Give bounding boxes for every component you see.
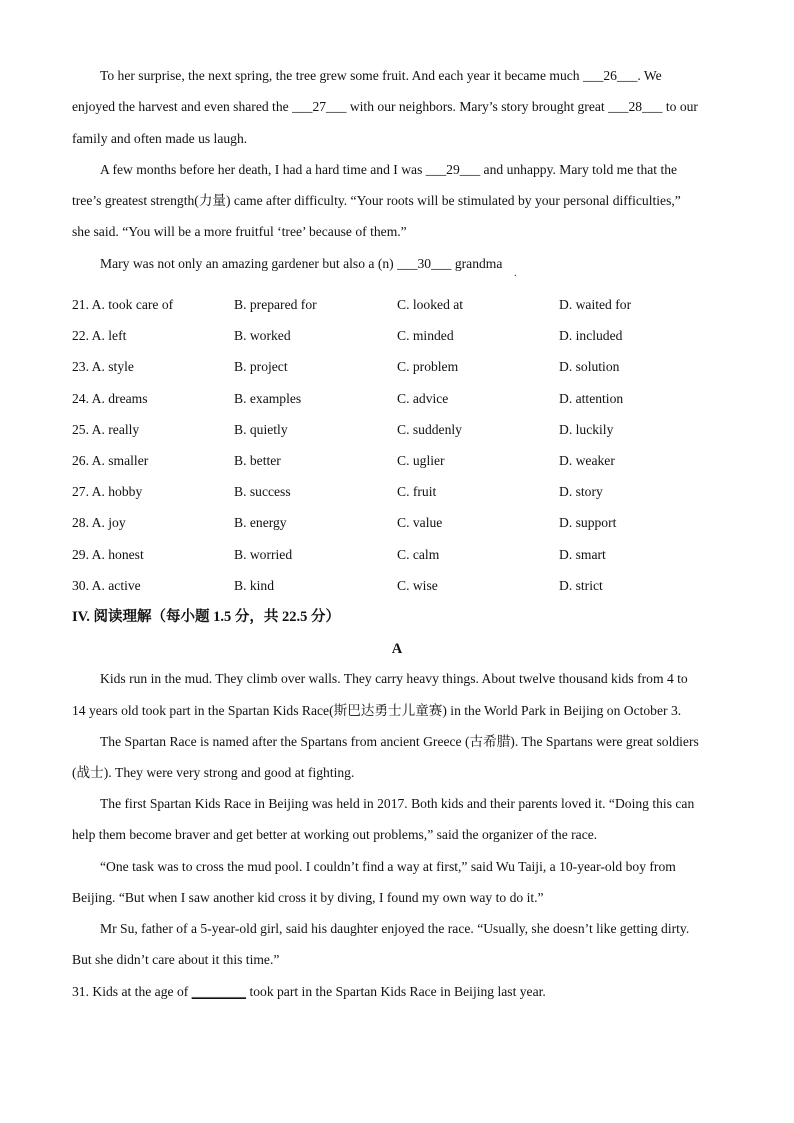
option-26-b[interactable]: B. better bbox=[234, 453, 281, 468]
option-30-a[interactable]: 30. A. active bbox=[72, 578, 141, 593]
reading-line: (战士). They were very strong and good at fighting. bbox=[72, 765, 355, 780]
option-24-d[interactable]: D. attention bbox=[559, 391, 624, 406]
text: 31. Kids at the age of bbox=[72, 984, 192, 999]
blank-27: ___27___ bbox=[292, 99, 347, 114]
reading-line: But she didn’t care about it this time.” bbox=[72, 952, 280, 967]
text: Mary was not only an amazing gardener but also a (n) bbox=[100, 256, 398, 271]
option-30-b[interactable]: B. kind bbox=[234, 578, 275, 593]
text: enjoyed the harvest and even shared the bbox=[72, 99, 293, 114]
text: A few months before her death, I had a hard time and I was bbox=[100, 162, 426, 177]
question-31 bbox=[72, 982, 722, 1002]
option-26-d[interactable]: D. weaker bbox=[559, 453, 615, 468]
passage-line bbox=[100, 66, 720, 86]
reading-line: “One task was to cross the mud pool. I couldn’t find a way at first,” said Wu Taiji, a 10-year-old boy from bbox=[100, 859, 676, 874]
reading-line: Mr Su, father of a 5-year-old girl, said his daughter enjoyed the race. “Usually, she doesn’t like getting dirty. bbox=[100, 921, 690, 936]
option-29-a[interactable]: 29. A. honest bbox=[72, 547, 144, 562]
passage-line: tree’s greatest strength(力量) came after difficulty. “Your roots will be stimulated by your personal difficulties,” bbox=[72, 193, 681, 208]
text: . We bbox=[637, 68, 662, 83]
option-23-d[interactable]: D. solution bbox=[559, 359, 620, 374]
option-28-c[interactable]: C. value bbox=[397, 515, 443, 530]
option-24-a[interactable]: 24. A. dreams bbox=[72, 391, 148, 406]
option-27-c[interactable]: C. fruit bbox=[397, 484, 437, 499]
option-26-a[interactable]: 26. A. smaller bbox=[72, 453, 149, 468]
section-title: IV. 阅读理解（每小题 1.5 分，共 22.5 分） bbox=[72, 609, 340, 625]
option-23-c[interactable]: C. problem bbox=[397, 359, 459, 374]
option-23-b[interactable]: B. project bbox=[234, 359, 288, 374]
option-21-a[interactable]: 21. A. took care of bbox=[72, 297, 174, 312]
blank-30: ___30___ bbox=[397, 256, 452, 271]
passage-line bbox=[100, 160, 720, 180]
option-23-a[interactable]: 23. A. style bbox=[72, 359, 134, 374]
option-22-c[interactable]: C. minded bbox=[397, 328, 454, 343]
reading-line: Kids run in the mud. They climb over walls. They carry heavy things. About twelve thousand kids from 4 to bbox=[100, 671, 688, 686]
reading-line: help them become braver and get better at working out problems,” said the organizer of the race. bbox=[72, 827, 598, 842]
option-29-c[interactable]: C. calm bbox=[397, 547, 440, 562]
passage-label: A bbox=[391, 641, 403, 657]
option-22-a[interactable]: 22. A. left bbox=[72, 328, 127, 343]
blank-29: ___29___ bbox=[425, 162, 481, 177]
option-26-c[interactable]: C. uglier bbox=[397, 453, 445, 468]
option-27-b[interactable]: B. success bbox=[234, 484, 291, 499]
passage-line bbox=[100, 254, 720, 274]
option-22-d[interactable]: D. included bbox=[559, 328, 623, 343]
text: with our neighbors. Mary’s story brought great bbox=[346, 99, 609, 114]
option-25-b[interactable]: B. quietly bbox=[234, 422, 288, 437]
option-24-b[interactable]: B. examples bbox=[234, 391, 302, 406]
reading-line: The first Spartan Kids Race in Beijing was held in 2017. Both kids and their parents loved it. “Doing this can bbox=[100, 796, 695, 811]
option-27-d[interactable]: D. story bbox=[559, 484, 603, 499]
text: to our bbox=[662, 99, 698, 114]
option-24-c[interactable]: C. advice bbox=[397, 391, 449, 406]
option-28-d[interactable]: D. support bbox=[559, 515, 617, 530]
passage-line: family and often made us laugh. bbox=[72, 131, 248, 146]
option-21-d[interactable]: D. waited for bbox=[559, 297, 632, 312]
reading-line: 14 years old took part in the Spartan Kids Race(斯巴达勇士儿童赛) in the World Park in Beijing on October 3. bbox=[72, 703, 682, 718]
text: and unhappy. Mary told me that the bbox=[480, 162, 678, 177]
reading-line: The Spartan Race is named after the Spartans from ancient Greece (古希腊). The Spartans were great soldiers bbox=[100, 734, 699, 749]
option-25-c[interactable]: C. suddenly bbox=[397, 422, 462, 437]
option-21-b[interactable]: B. prepared for bbox=[234, 297, 317, 312]
blank-26: ___26___ bbox=[582, 68, 638, 83]
option-29-b[interactable]: B. worried bbox=[234, 547, 293, 562]
option-28-b[interactable]: B. energy bbox=[234, 515, 287, 530]
blank-28: ___28___ bbox=[608, 99, 663, 114]
option-29-d[interactable]: D. smart bbox=[559, 547, 606, 562]
option-30-c[interactable]: C. wise bbox=[397, 578, 438, 593]
stray-dot: . bbox=[514, 268, 517, 279]
text: took part in the Spartan Kids Race in Beijing last year. bbox=[246, 984, 546, 999]
text: grandma bbox=[451, 256, 503, 271]
option-27-a[interactable]: 27. A. hobby bbox=[72, 484, 143, 499]
option-25-d[interactable]: D. luckily bbox=[559, 422, 614, 437]
option-25-a[interactable]: 25. A. really bbox=[72, 422, 140, 437]
reading-line: Beijing. “But when I saw another kid cross it by diving, I found my own way to do it.” bbox=[72, 890, 544, 905]
option-30-d[interactable]: D. strict bbox=[559, 578, 603, 593]
passage-line: she said. “You will be a more fruitful ‘tree’ because of them.” bbox=[72, 224, 407, 239]
text: To her surprise, the next spring, the tree grew some fruit. And each year it became much bbox=[100, 68, 583, 83]
option-28-a[interactable]: 28. A. joy bbox=[72, 515, 126, 530]
option-22-b[interactable]: B. worked bbox=[234, 328, 291, 343]
passage-line bbox=[72, 97, 722, 117]
answer-blank[interactable]: ________ bbox=[191, 984, 247, 999]
option-21-c[interactable]: C. looked at bbox=[397, 297, 464, 312]
